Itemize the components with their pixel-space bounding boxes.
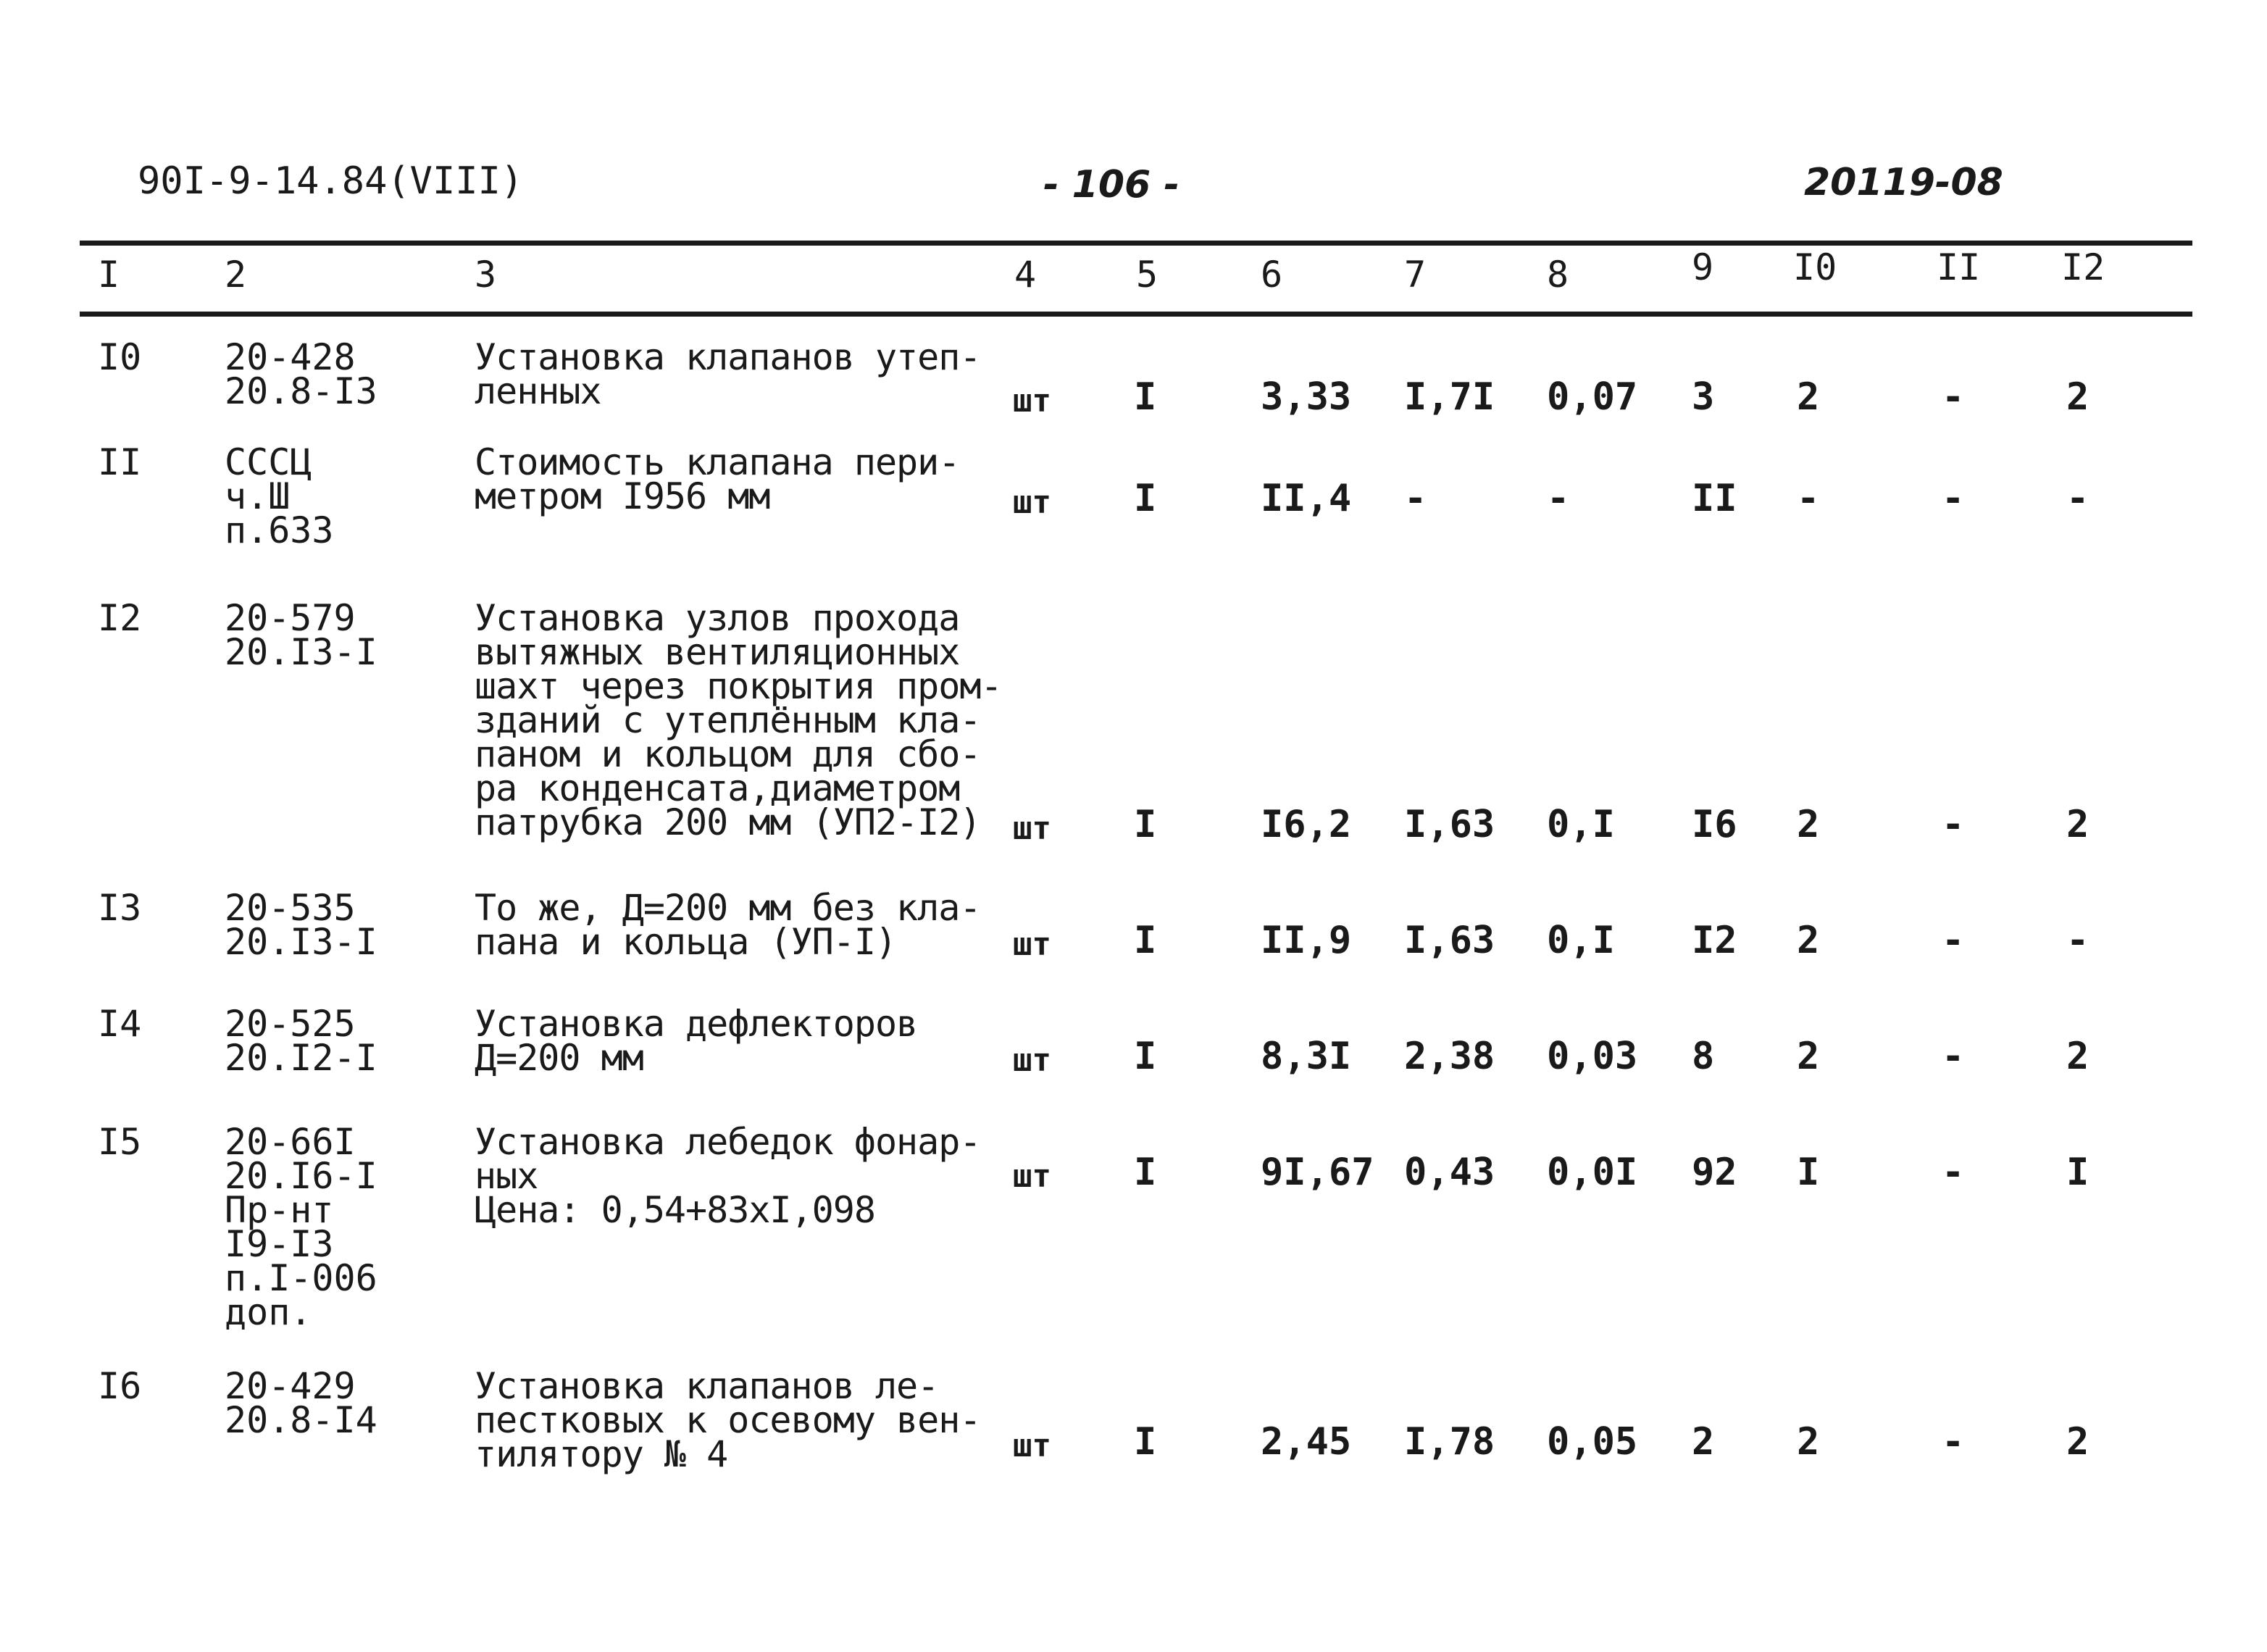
work-description: Стоимость клапана пери- метром I956 мм [475,441,960,517]
machine-cost: 0,I [1547,803,1615,846]
col-11-value: - [1942,919,1965,962]
row-number: I3 [98,887,142,929]
column-number: 2 [225,254,247,296]
unit: шт [1013,1158,1051,1195]
wage: 0,43 [1404,1151,1495,1194]
col-9-value: 3 [1692,375,1715,419]
col-11-value: - [1942,1151,1965,1194]
col-12-value: 2 [2066,1035,2089,1078]
unit: шт [1013,926,1051,963]
work-description: Установка клапанов ле- пестковых к осевому вен- тилятору № 4 [475,1365,981,1475]
column-number: 3 [475,254,497,296]
unit-price: 2,45 [1261,1420,1352,1464]
unit-price: 9I,67 [1261,1151,1374,1194]
unit: шт [1013,1427,1051,1464]
wage: I,63 [1404,803,1495,846]
col-10-value: I [1797,1151,1820,1194]
col-10-value: - [1797,477,1820,520]
unit: шт [1013,383,1051,420]
row-number: II [98,441,142,483]
unit-price: II,9 [1261,919,1352,962]
col-11-value: - [1942,1420,1965,1464]
row-number: I0 [98,336,142,378]
machine-cost: - [1547,477,1570,520]
quantity: I [1134,1035,1157,1078]
work-description: Установка клапанов утеп- ленных [475,336,981,412]
quantity: I [1134,803,1157,846]
col-9-value: I6 [1692,803,1737,846]
col-11-value: - [1942,477,1965,520]
col-12-value: - [2066,477,2089,520]
table-top-rule [80,241,2192,246]
machine-cost: 0,05 [1547,1420,1638,1464]
col-11-value: - [1942,803,1965,846]
column-number: II [1937,246,1981,288]
col-11-value: - [1942,1035,1965,1078]
column-number: I0 [1793,246,1837,288]
column-number: 9 [1692,246,1714,288]
column-number: 6 [1261,254,1283,296]
col-9-value: 2 [1692,1420,1715,1464]
col-11-value: - [1942,375,1965,419]
row-number: I5 [98,1121,142,1163]
quantity: I [1134,1420,1157,1464]
col-9-value: II [1692,477,1737,520]
col-12-value: I [2066,1151,2089,1194]
row-number: I2 [98,597,142,639]
row-number: I6 [98,1365,142,1407]
quantity: I [1134,477,1157,520]
unit: шт [1013,810,1051,847]
sheet-id: 20119-08 [1804,161,2003,204]
column-number: 7 [1404,254,1427,296]
machine-cost: 0,07 [1547,375,1638,419]
unit: шт [1013,484,1051,521]
machine-cost: 0,03 [1547,1035,1638,1078]
col-9-value: I2 [1692,919,1737,962]
col-10-value: 2 [1797,919,1820,962]
column-number: 5 [1136,254,1158,296]
rate-code: 20-428 20.8-I3 [225,336,377,412]
work-description: Установка дефлекторов Д=200 мм [475,1003,918,1079]
wage: 2,38 [1404,1035,1495,1078]
rate-code: 20-579 20.I3-I [225,597,377,673]
unit-price: 8,3I [1261,1035,1352,1078]
col-9-value: 8 [1692,1035,1715,1078]
wage: I,7I [1404,375,1495,419]
unit-price: II,4 [1261,477,1352,520]
col-12-value: - [2066,919,2089,962]
quantity: I [1134,919,1157,962]
column-number: I2 [2061,246,2105,288]
unit: шт [1013,1042,1051,1079]
column-number: 4 [1014,254,1037,296]
rate-code: 20-66I 20.I6-I Пр-нт I9-I3 п.I-006 доп. [225,1121,377,1333]
col-10-value: 2 [1797,375,1820,419]
quantity: I [1134,1151,1157,1194]
col-10-value: 2 [1797,1035,1820,1078]
col-12-value: 2 [2066,1420,2089,1464]
header-bottom-rule [80,312,2192,317]
work-description: Установка лебедок фонар- ных Цена: 0,54+83хI,098 [475,1121,981,1231]
col-10-value: 2 [1797,1420,1820,1464]
work-description: Установка узлов прохода вытяжных вентиляционных шахт через покрытия пром- зданий с утеплённым кла- паном и кольцом для сбо- ра конденсата,диаметром патрубка 200 мм (УП2-I2) [475,597,1002,843]
document-code: 90I-9-14.84(VIII) [138,159,524,203]
machine-cost: 0,0I [1547,1151,1638,1194]
wage: I,78 [1404,1420,1495,1464]
machine-cost: 0,I [1547,919,1615,962]
rate-code: 20-535 20.I3-I [225,887,377,963]
page-number: - 106 - [1043,163,1180,206]
quantity: I [1134,375,1157,419]
wage: I,63 [1404,919,1495,962]
wage: - [1404,477,1427,520]
col-12-value: 2 [2066,803,2089,846]
unit-price: I6,2 [1261,803,1352,846]
col-12-value: 2 [2066,375,2089,419]
work-description: То же, Д=200 мм без кла- пана и кольца (УП-I) [475,887,981,963]
rate-code: СССЦ ч.Ш п.633 [225,441,334,551]
col-9-value: 92 [1692,1151,1737,1194]
unit-price: 3,33 [1261,375,1352,419]
column-number: I [98,254,120,296]
column-number: 8 [1547,254,1569,296]
rate-code: 20-525 20.I2-I [225,1003,377,1079]
rate-code: 20-429 20.8-I4 [225,1365,377,1441]
row-number: I4 [98,1003,142,1045]
col-10-value: 2 [1797,803,1820,846]
